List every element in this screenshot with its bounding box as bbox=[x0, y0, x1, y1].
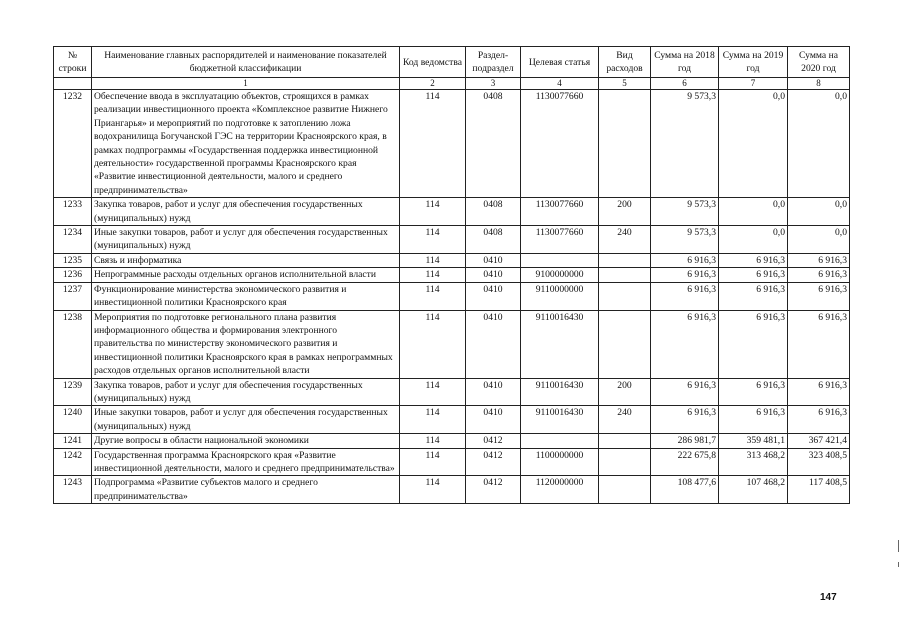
row-department-code: 114 bbox=[400, 310, 466, 378]
row-department-code: 114 bbox=[400, 253, 466, 267]
row-expense-type bbox=[599, 434, 651, 448]
row-sum-2020: 6 916,3 bbox=[788, 310, 850, 378]
row-sum-2019: 6 916,3 bbox=[719, 268, 788, 282]
table-row bbox=[54, 310, 850, 378]
row-sum-2020: 0,0 bbox=[788, 198, 850, 226]
row-expense-type: 200 bbox=[599, 378, 651, 406]
row-sum-2020: 0,0 bbox=[788, 226, 850, 254]
row-section: 0410 bbox=[466, 310, 521, 378]
table-row bbox=[54, 448, 850, 476]
table-row bbox=[54, 198, 850, 226]
row-sum-2018: 6 916,3 bbox=[651, 268, 719, 282]
row-sum-2018: 9 573,3 bbox=[651, 198, 719, 226]
row-expense-type bbox=[599, 476, 651, 504]
row-sum-2018: 108 477,6 bbox=[651, 476, 719, 504]
column-number: 6 bbox=[651, 78, 719, 90]
header-sum-2019: Сумма на 2019 год bbox=[719, 47, 788, 78]
row-department-code: 114 bbox=[400, 90, 466, 198]
row-expense-type bbox=[599, 253, 651, 267]
row-department-code: 114 bbox=[400, 476, 466, 504]
row-number: 1235 bbox=[54, 253, 92, 267]
row-sum-2019: 0,0 bbox=[719, 198, 788, 226]
row-sum-2020: 0,0 bbox=[788, 90, 850, 198]
header-sum-2018: Сумма на 2018 год bbox=[651, 47, 719, 78]
row-target-article bbox=[521, 434, 599, 448]
row-name: Непрограммные расходы отдельных органов исполнительной власти bbox=[92, 268, 400, 282]
page-number: 147 bbox=[820, 592, 837, 603]
row-section: 0410 bbox=[466, 282, 521, 310]
column-number bbox=[54, 78, 92, 90]
row-section: 0412 bbox=[466, 476, 521, 504]
row-name: Закупка товаров, работ и услуг для обеспечения государственных (муниципальных) нужд bbox=[92, 378, 400, 406]
row-target-article: 1130077660 bbox=[521, 90, 599, 198]
row-department-code: 114 bbox=[400, 282, 466, 310]
row-sum-2019: 6 916,3 bbox=[719, 253, 788, 267]
row-section: 0408 bbox=[466, 198, 521, 226]
row-number: 1233 bbox=[54, 198, 92, 226]
column-number: 7 bbox=[719, 78, 788, 90]
row-expense-type bbox=[599, 310, 651, 378]
row-section: 0412 bbox=[466, 448, 521, 476]
column-number: 4 bbox=[521, 78, 599, 90]
row-sum-2018: 6 916,3 bbox=[651, 406, 719, 434]
row-sum-2018: 6 916,3 bbox=[651, 282, 719, 310]
row-department-code: 114 bbox=[400, 226, 466, 254]
row-target-article: 9110016430 bbox=[521, 406, 599, 434]
row-sum-2018: 222 675,8 bbox=[651, 448, 719, 476]
row-number: 1234 bbox=[54, 226, 92, 254]
header-sum-2020: Сумма на 2020 год bbox=[788, 47, 850, 78]
row-sum-2020: 6 916,3 bbox=[788, 282, 850, 310]
header-section: Раздел- подраздел bbox=[466, 47, 521, 78]
row-expense-type: 240 bbox=[599, 226, 651, 254]
row-section: 0410 bbox=[466, 253, 521, 267]
row-department-code: 114 bbox=[400, 378, 466, 406]
row-target-article: 1130077660 bbox=[521, 226, 599, 254]
row-sum-2019: 6 916,3 bbox=[719, 282, 788, 310]
row-sum-2020: 367 421,4 bbox=[788, 434, 850, 448]
row-name: Закупка товаров, работ и услуг для обеспечения государственных (муниципальных) нужд bbox=[92, 198, 400, 226]
row-sum-2020: 117 408,5 bbox=[788, 476, 850, 504]
row-sum-2020: 6 916,3 bbox=[788, 406, 850, 434]
row-expense-type bbox=[599, 268, 651, 282]
row-target-article: 9110000000 bbox=[521, 282, 599, 310]
table-row bbox=[54, 282, 850, 310]
column-number: 5 bbox=[599, 78, 651, 90]
row-name: Связь и информатика bbox=[92, 253, 400, 267]
column-number-row bbox=[54, 78, 850, 90]
row-number: 1241 bbox=[54, 434, 92, 448]
row-name: Подпрограмма «Развитие субъектов малого и среднего предпринимательства» bbox=[92, 476, 400, 504]
table-row bbox=[54, 406, 850, 434]
row-number: 1239 bbox=[54, 378, 92, 406]
table-row bbox=[54, 226, 850, 254]
header-row-number: № строки bbox=[54, 47, 92, 78]
row-sum-2018: 6 916,3 bbox=[651, 378, 719, 406]
header-expense-type: Вид расходов bbox=[599, 47, 651, 78]
row-name: Обеспечение ввода в эксплуатацию объектов, строящихся в рамках реализации инвестиционного проекта «Комплексное развитие Нижнего Приангарья» и мероприятий по подготовке к затоплению ложа водохранилища Богучанской ГЭС на территории Красноярского края, в рамках подпрограммы «Государственная поддержка инвестиционной деятельности» государственной программы Красноярского края «Развитие инвестиционной деятельности, малого и среднего предпринимательства» bbox=[92, 90, 400, 198]
row-department-code: 114 bbox=[400, 448, 466, 476]
row-sum-2018: 6 916,3 bbox=[651, 253, 719, 267]
row-name: Государственная программа Красноярского края «Развитие инвестиционной деятельности, малого и среднего предпринимательства» bbox=[92, 448, 400, 476]
row-sum-2019: 6 916,3 bbox=[719, 406, 788, 434]
table-body bbox=[54, 90, 850, 504]
table-row bbox=[54, 90, 850, 198]
row-sum-2018: 6 916,3 bbox=[651, 310, 719, 378]
row-expense-type bbox=[599, 282, 651, 310]
row-sum-2019: 359 481,1 bbox=[719, 434, 788, 448]
row-sum-2019: 107 468,2 bbox=[719, 476, 788, 504]
column-number: 2 bbox=[400, 78, 466, 90]
row-name: Иные закупки товаров, работ и услуг для обеспечения государственных (муниципальных) нужд bbox=[92, 406, 400, 434]
row-number: 1243 bbox=[54, 476, 92, 504]
row-expense-type: 200 bbox=[599, 198, 651, 226]
column-number: 8 bbox=[788, 78, 850, 90]
header-name: Наименование главных распорядителей и наименование показателей бюджетной классификации bbox=[92, 47, 400, 78]
row-sum-2019: 6 916,3 bbox=[719, 310, 788, 378]
row-department-code: 114 bbox=[400, 198, 466, 226]
table-row bbox=[54, 268, 850, 282]
row-target-article: 1130077660 bbox=[521, 198, 599, 226]
row-section: 0410 bbox=[466, 406, 521, 434]
row-name: Другие вопросы в области национальной экономики bbox=[92, 434, 400, 448]
row-sum-2018: 9 573,3 bbox=[651, 226, 719, 254]
row-number: 1238 bbox=[54, 310, 92, 378]
row-number: 1240 bbox=[54, 406, 92, 434]
row-number: 1236 bbox=[54, 268, 92, 282]
header-target-article: Целевая статья bbox=[521, 47, 599, 78]
row-sum-2020: 6 916,3 bbox=[788, 378, 850, 406]
column-number: 1 bbox=[92, 78, 400, 90]
row-name: Иные закупки товаров, работ и услуг для обеспечения государственных (муниципальных) нужд bbox=[92, 226, 400, 254]
row-number: 1237 bbox=[54, 282, 92, 310]
row-sum-2019: 0,0 bbox=[719, 226, 788, 254]
scan-edge-mark bbox=[898, 562, 899, 567]
row-name: Функционирование министерства экономического развития и инвестиционной политики Красноярского края bbox=[92, 282, 400, 310]
table-row bbox=[54, 434, 850, 448]
row-department-code: 114 bbox=[400, 268, 466, 282]
table-row bbox=[54, 378, 850, 406]
row-name: Мероприятия по подготовке регионального плана развития информационного общества и формирования электронного правительства по министерству экономического развития и инвестиционной политики Красноярского края в рамках непрограммных расходов отдельных органов исполнительной власти bbox=[92, 310, 400, 378]
header-department-code: Код ведомства bbox=[400, 47, 466, 78]
row-sum-2019: 0,0 bbox=[719, 90, 788, 198]
row-section: 0408 bbox=[466, 226, 521, 254]
row-target-article: 9110016430 bbox=[521, 310, 599, 378]
row-department-code: 114 bbox=[400, 406, 466, 434]
row-target-article: 1120000000 bbox=[521, 476, 599, 504]
row-target-article: 9100000000 bbox=[521, 268, 599, 282]
scan-edge-mark bbox=[898, 540, 899, 552]
row-sum-2020: 6 916,3 bbox=[788, 268, 850, 282]
row-target-article bbox=[521, 253, 599, 267]
row-target-article: 1100000000 bbox=[521, 448, 599, 476]
row-section: 0410 bbox=[466, 268, 521, 282]
row-number: 1232 bbox=[54, 90, 92, 198]
column-number: 3 bbox=[466, 78, 521, 90]
row-sum-2019: 313 468,2 bbox=[719, 448, 788, 476]
budget-table bbox=[53, 46, 850, 504]
row-expense-type bbox=[599, 90, 651, 198]
row-sum-2018: 286 981,7 bbox=[651, 434, 719, 448]
row-expense-type bbox=[599, 448, 651, 476]
row-section: 0408 bbox=[466, 90, 521, 198]
row-target-article: 9110016430 bbox=[521, 378, 599, 406]
row-sum-2020: 6 916,3 bbox=[788, 253, 850, 267]
row-sum-2019: 6 916,3 bbox=[719, 378, 788, 406]
row-section: 0412 bbox=[466, 434, 521, 448]
row-sum-2018: 9 573,3 bbox=[651, 90, 719, 198]
table-row bbox=[54, 476, 850, 504]
row-number: 1242 bbox=[54, 448, 92, 476]
row-department-code: 114 bbox=[400, 434, 466, 448]
row-expense-type: 240 bbox=[599, 406, 651, 434]
header-row bbox=[54, 47, 850, 78]
table-row bbox=[54, 253, 850, 267]
row-section: 0410 bbox=[466, 378, 521, 406]
row-sum-2020: 323 408,5 bbox=[788, 448, 850, 476]
